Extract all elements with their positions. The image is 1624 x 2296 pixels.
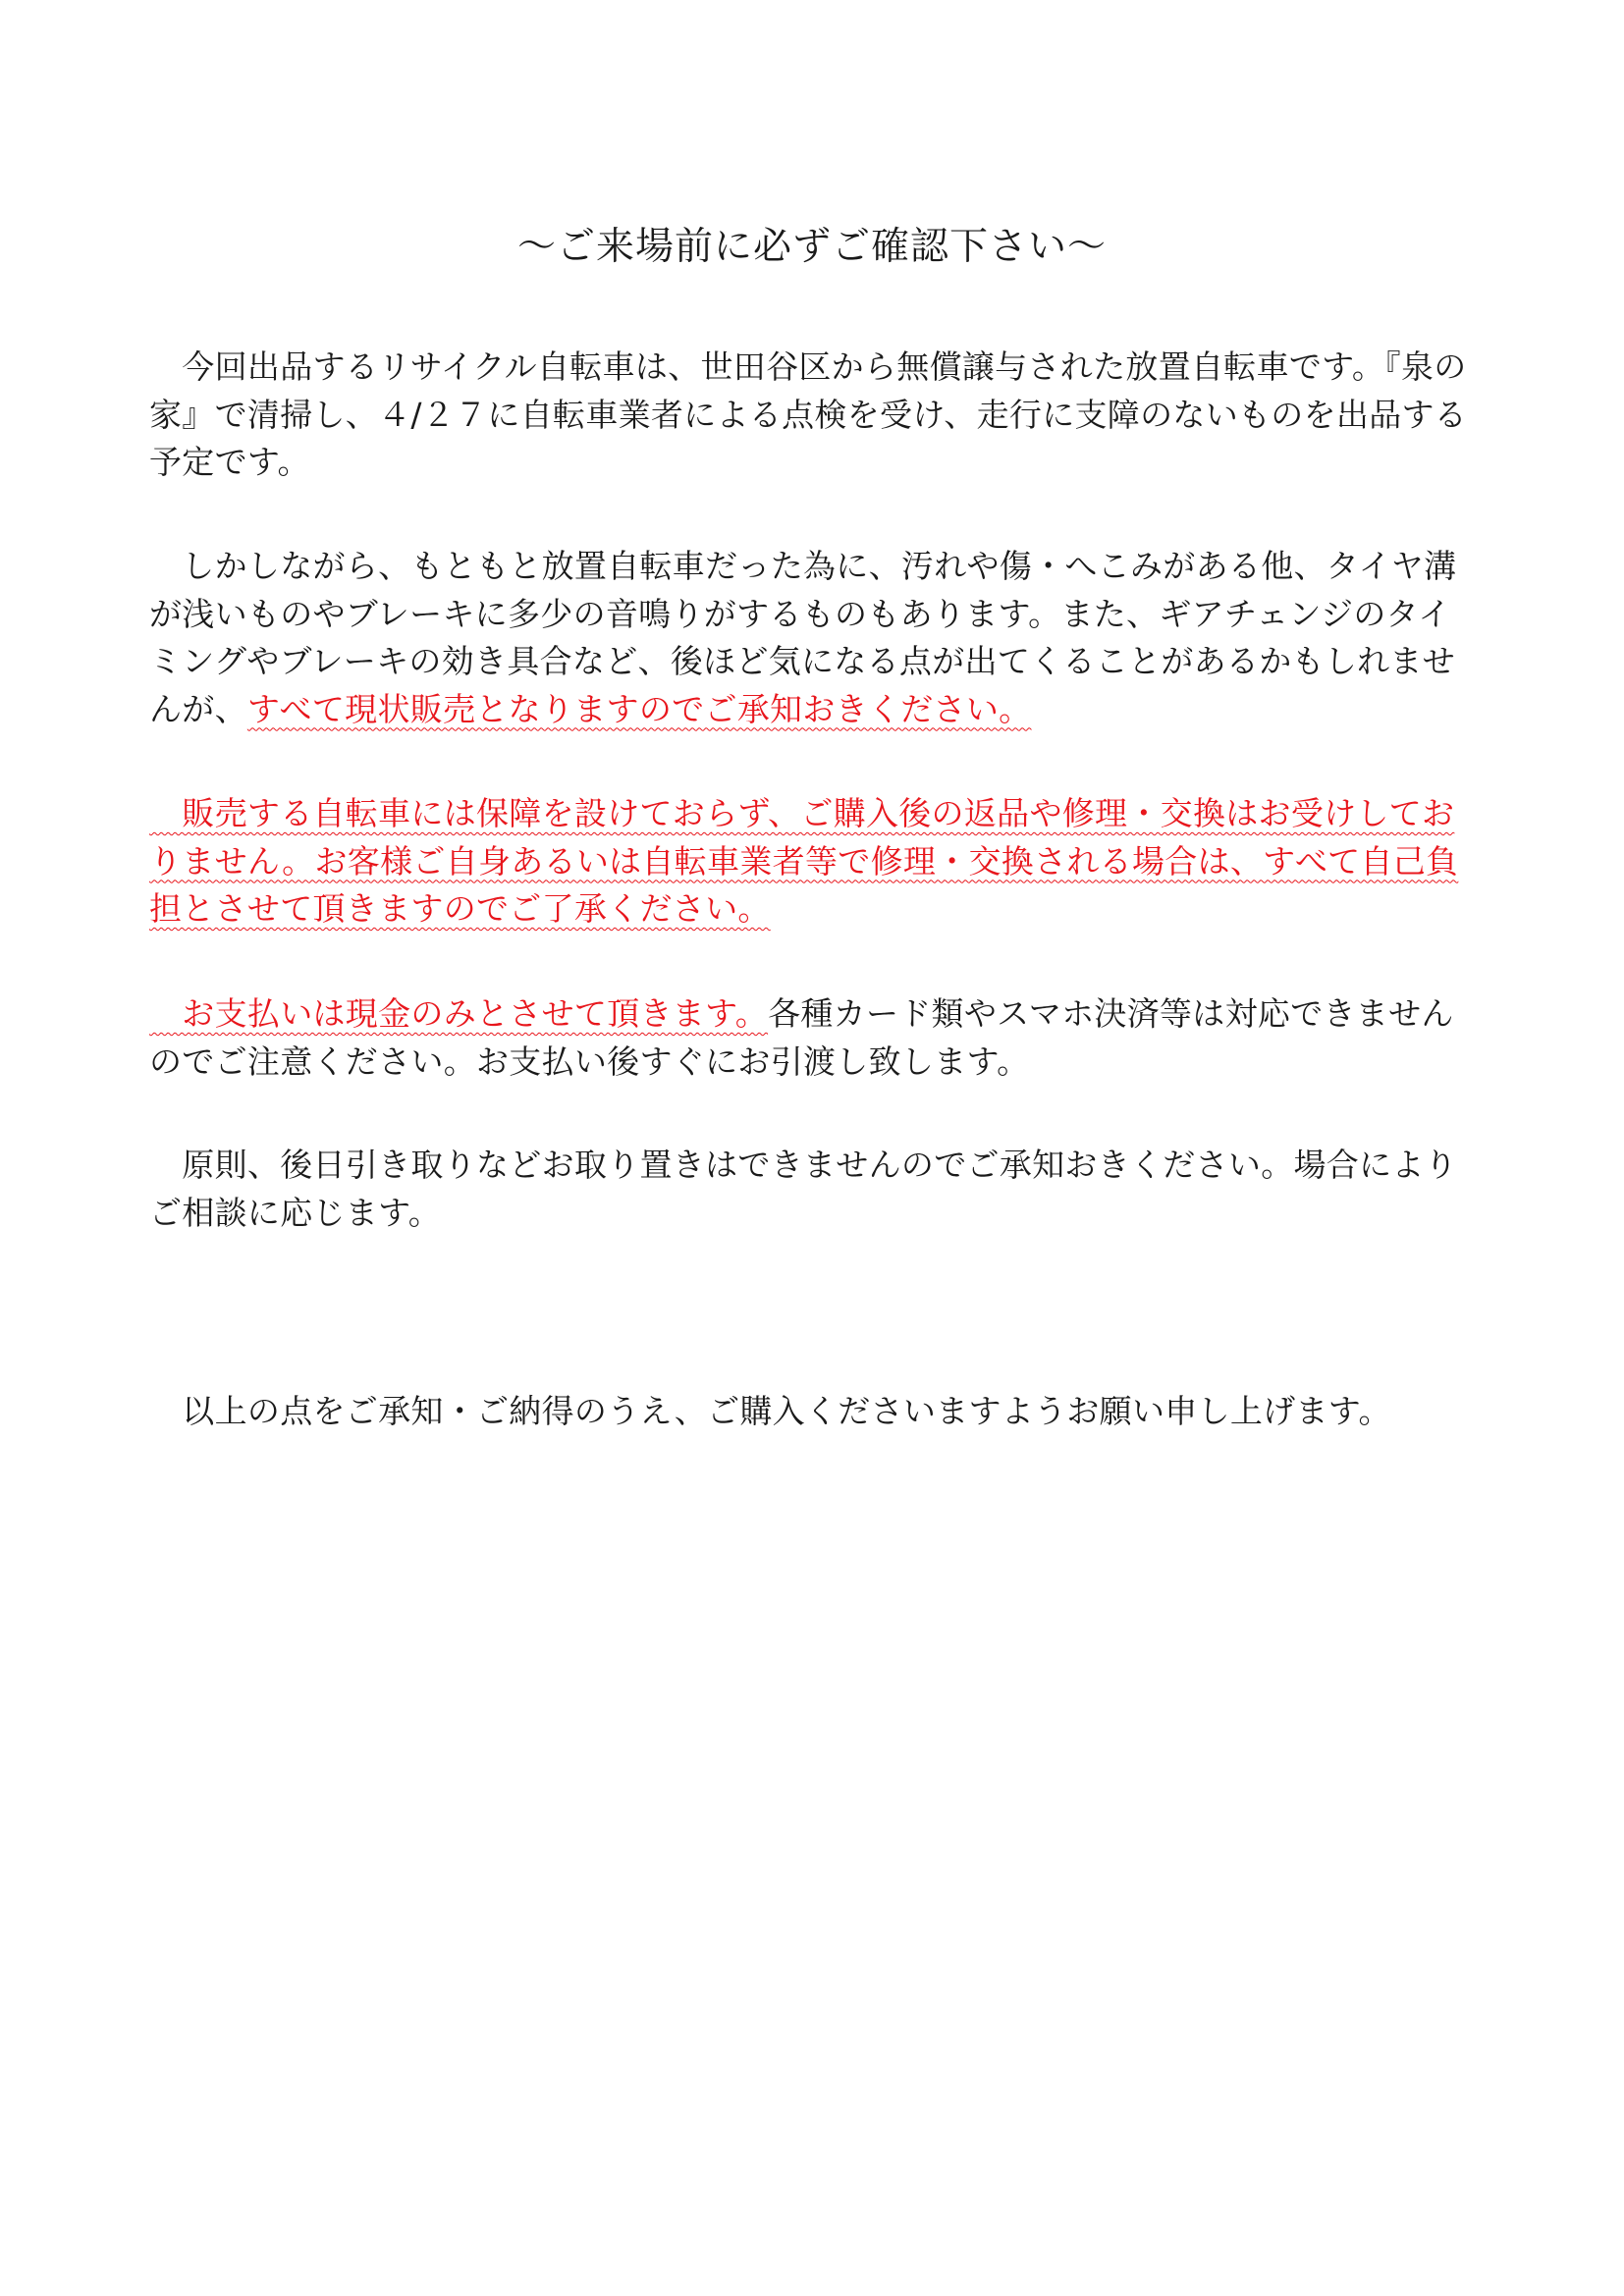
no-reservation-text: 原則、後日引き取りなどお取り置きはできませんのでご承知おきください。場合により ご相談に応じます。 bbox=[149, 1146, 1457, 1232]
paragraph-payment bbox=[149, 990, 1477, 1086]
no-warranty-warning: 販売する自転車には保障を設けておらず、ご購入後の返品や修理・交換はお受けしてお りません。お客様ご自身あるいは自転車業者等で修理・交換される場合は、すべて自己負 担とさせて頂きますのでご了承ください。 bbox=[149, 794, 1459, 928]
closing-text: 以上の点をご承知・ご納得のうえ、ご購入くださいますようお願い申し上げます。 bbox=[149, 1392, 1391, 1430]
paragraph-no-warranty bbox=[149, 790, 1477, 934]
paragraph-no-reservation bbox=[149, 1142, 1477, 1237]
as-is-sale-warning: すべて現状販売となりますのでご承知おきください。 bbox=[246, 689, 1032, 728]
document-title: ～ご来場前に必ずご確認下さい～ bbox=[516, 225, 1107, 269]
paragraph-closing bbox=[149, 1388, 1477, 1436]
paragraph-intro-text: 今回出品するリサイクル自転車は、世田谷区から無償譲与された放置自転車です。『泉の 家』で清掃し、４/２７に自転車業者による点検を受け、走行に支障のないものを出品する 予定です。 bbox=[149, 347, 1468, 481]
paragraph-condition-notice bbox=[149, 543, 1477, 733]
paragraph-condition-text: しかしながら、もともと放置自転車だった為に、汚れや傷・へこみがある他、タイヤ溝 が浅いものやブレーキに多少の音鳴りがするものもあります。また、ギアチェンジのタイ ミングやブレーキの効き具合など、後ほど気になる点が出てくることがあるかもしれませ んが、 bbox=[149, 547, 1457, 728]
cash-only-warning: お支払いは現金のみとさせて頂きます。 bbox=[149, 994, 769, 1033]
paragraph-intro bbox=[149, 344, 1477, 487]
payment-details-text: 各種カード類やスマホ決済等は対応できません のでご注意ください。お支払い後すぐにお引渡し致します。 bbox=[149, 994, 1454, 1081]
